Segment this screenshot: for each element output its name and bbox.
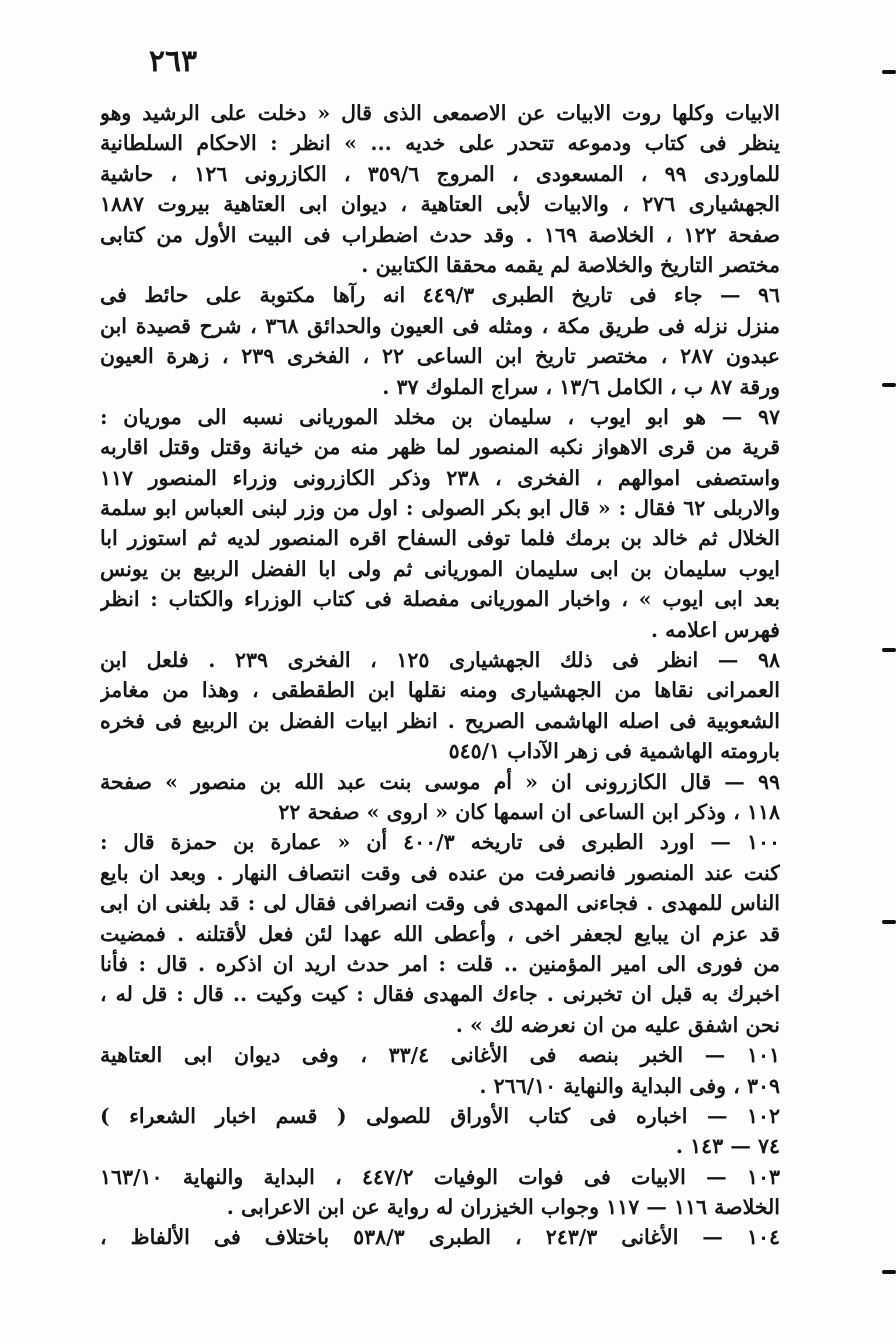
scan-edge-mark [882, 920, 896, 924]
text-line: الجهشيارى ٢٧٦ ، والابيات لأبى العتاهية ، ديوان ابى العتاهية بيروت ١٨٨٧ [100, 192, 780, 217]
text-line: ٩٨ — انظر فى ذلك الجهشيارى ١٢٥ ، الفخرى ٢٣٩ . فلعل ابن [100, 648, 780, 673]
text-line: ١٠٠ — اورد الطبرى فى تاريخه ٤٠٠/٣ أن « عمارة بن حمزة قال : [100, 830, 780, 855]
text-line: اخبرك به قبل ان تخبرنى . جاءك المهدى فقال : كيت وكيت .. قال : قل له ، [100, 982, 780, 1007]
text-line: ٩٦ — جاء فى تاريخ الطبرى ٤٤٩/٣ انه رآها مكتوبة على حائط فى [100, 283, 780, 308]
text-line: ٣٠٩ ، وفى البداية والنهاية ٢٦٦/١٠ . [479, 1073, 780, 1098]
scan-edge-mark [882, 383, 896, 387]
text-line: بعد ابى ايوب » ، واخبار الموريانى مفصلة فى كتاب الوزراء والكتاب : انظر [100, 587, 780, 612]
text-line: من فورى الى امير المؤمنين .. قلت : امر حدث اريد ان اذكره . قال : فأنا [100, 951, 780, 976]
text-line: مختصر التاريخ والخلاصة لم يقمه محققا الكتابين . [361, 252, 780, 277]
text-line: الخلاصة ١١٦ — ١١٧ وجواب الخيزران له رواية عن ابن الاعرابى . [226, 1195, 780, 1220]
text-line: ٩٧ — هو ابو ايوب ، سليمان بن مخلد الموريانى نسبه الى موريان : [100, 404, 780, 429]
scan-edge-mark [882, 648, 896, 652]
text-line: عبدون ٢٨٧ ، مختصر تاريخ ابن الساعى ٢٢ ، الفخرى ٢٣٩ ، زهرة العيون [100, 344, 780, 369]
text-line: للماوردى ٩٩ ، المسعودى ، المروج ٣٥٩/٦ ، الكازرونى ١٢٦ ، حاشية [100, 161, 780, 186]
text-line: ١١٨ ، وذكر ابن الساعى ان اسمها كان « اروى » صفحة ٢٢ [278, 799, 780, 824]
text-line: والاربلى ٦٢ فقال : « قال ابو بكر الصولى : اول من وزر لبنى العباس ابو سلمة [100, 496, 780, 521]
text-line: الابيات وكلها روت الابيات عن الاصمعى الذى قال « دخلت على الرشيد وهو [100, 101, 780, 125]
text-line: نحن اشفق عليه من ان نعرضه لك » . [455, 1012, 780, 1037]
text-line: ١٠٤ — الأغانى ٢٤٣/٣ ، الطبرى ٥٣٨/٣ باختلاف فى الألفاظ ، [100, 1225, 780, 1250]
text-line: الناس للمهدى . فجاءنى المهدى فى وقت انصرافى فقال لى : قد بلغنى ان ابى [100, 891, 780, 916]
text-line: ١٠٢ — اخباره فى كتاب الأوراق للصولى ( قسم اخبار الشعراء ) [100, 1103, 780, 1128]
text-line: واستصفى اموالهم ، الفخرى ، ٢٣٨ وذكر الكازرونى وزراء المنصور ١١٧ [100, 465, 780, 490]
text-line: ينظر فى كتاب ودموعه تتحدر على خديه ... » انظر : الاحكام السلطانية [100, 131, 780, 156]
text-line: قرية من قرى الاهواز نكبه المنصور لما ظهر منه من خيانة وقتل وقتل اقاربه [100, 435, 780, 460]
text-line: ٩٩ — قال الكازرونى ان « أم موسى بنت عبد الله بن منصور » صفحة [100, 769, 780, 794]
text-line: الشعوبية فى اصله الهاشمى الصريح . انظر ابيات الفضل بن الربيع فى فخره [100, 708, 780, 733]
scan-edge-mark [882, 1270, 896, 1274]
text-line: ورقة ٨٧ ب ، الكامل ١٣/٦ ، سراج الملوك ٣٧ . [382, 374, 780, 399]
text-line: العمرانى نقاها من الجهشيارى ومنه نقلها ابن الطقطقى ، وهذا من مغامز [100, 678, 780, 703]
endnotes-text [100, 98, 780, 1253]
text-line: ١٠١ — الخبر بنصه فى الأغانى ٣٣/٤ ، وفى ديوان ابى العتاهية [100, 1043, 780, 1068]
scan-edge-mark [882, 70, 896, 74]
text-line: صفحة ١٢٢ ، الخلاصة ١٦٩ . وقد حدث اضطراب فى البيت الأول من كتابى [100, 222, 780, 247]
text-line: قد عزم ان يبايع لجعفر اخى ، وأعطى الله عهدا لئن فعل لأقتلنه . فمضيت [100, 921, 780, 946]
page-number: ٢٦٣ [148, 44, 198, 79]
text-line: كنت عند المنصور فانصرفت من عنده فى وقت انتصاف النهار . وبعد ان بايع [100, 860, 780, 885]
text-line: ايوب سليمان بن ابى سليمان الموريانى ثم ولى ابا الفضل الربيع بن يونس [100, 556, 780, 581]
text-line: منزل نزله فى طريق مكة ، ومثله فى العيون والحدائق ٣٦٨ ، شرح قصيدة ابن [100, 313, 780, 338]
text-line: ٧٤ — ١٤٣ . [675, 1134, 780, 1159]
text-line: فهرس اعلامه . [650, 617, 780, 642]
text-line: الخلال ثم خالد بن برمك فلما توفى السفاح اقره المنصور لديه ثم استوزر ابا [100, 526, 780, 551]
text-line: بارومته الهاشمية فى زهر الآداب ٥٤٥/١ [448, 739, 780, 764]
text-line: ١٠٣ — الابيات فى فوات الوفيات ٤٤٧/٢ ، البداية والنهاية ١٦٣/١٠ [100, 1164, 780, 1189]
